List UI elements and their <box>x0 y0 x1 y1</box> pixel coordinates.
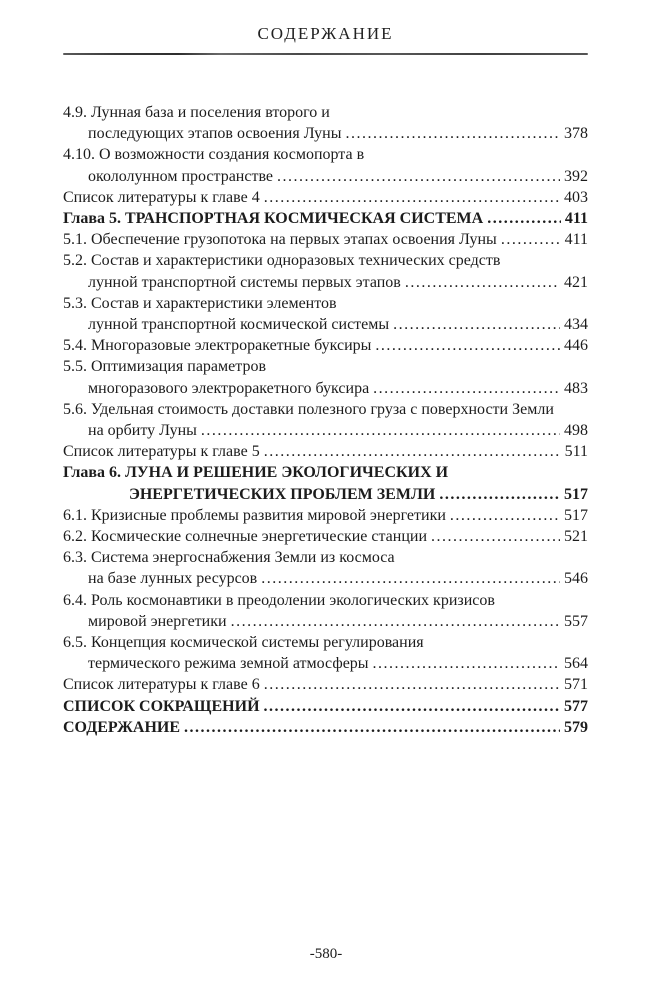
toc-entry-text: 6.2. Космические солнечные энергетические станции <box>63 528 428 546</box>
toc-line <box>63 611 588 632</box>
dot-leader <box>261 568 560 589</box>
dot-leader <box>375 335 560 356</box>
toc-page-number: 411 <box>564 231 588 249</box>
toc-entry-text: многоразового электроракетного буксира <box>88 379 370 397</box>
toc-entry-text: Список литературы к главе 4 <box>63 188 260 206</box>
toc-entry <box>63 505 588 526</box>
toc-entry-text: 5.6. Удельная стоимость доставки полезного груза с поверхности Земли <box>63 400 554 418</box>
toc-entry-text: ЭНЕРГЕТИЧЕСКИХ ПРОБЛЕМ ЗЕМЛИ <box>129 485 436 503</box>
header-rule <box>63 53 588 55</box>
toc-entry-text: лунной транспортной космической системы <box>88 316 390 334</box>
toc-page-number: 517 <box>564 506 588 524</box>
toc-page-number: 517 <box>564 485 588 503</box>
toc-entry <box>63 462 588 504</box>
toc-entry-text: 5.2. Состав и характеристики одноразовых технических средств <box>63 252 501 270</box>
toc-page-number: 378 <box>564 125 588 143</box>
toc-entry <box>63 229 588 250</box>
dot-leader <box>264 441 561 462</box>
toc-entry <box>63 717 588 738</box>
toc-page-number: 403 <box>564 188 588 206</box>
toc-page-number: 511 <box>564 443 588 461</box>
dot-leader <box>431 526 560 547</box>
footer-page-number: -580- <box>309 946 343 962</box>
toc-line <box>63 526 588 547</box>
toc-line <box>63 208 588 229</box>
toc-line <box>63 590 588 611</box>
dot-leader <box>373 653 560 674</box>
toc-page-number: 571 <box>564 676 588 694</box>
dot-leader <box>264 674 560 695</box>
toc-entry <box>63 356 588 398</box>
header-title: СОДЕРЖАНИЕ <box>257 24 394 43</box>
toc-entry-text: 5.3. Состав и характеристики элементов <box>63 294 337 312</box>
toc-line <box>63 674 588 695</box>
toc-line <box>63 335 588 356</box>
toc-entry-text: 4.9. Лунная база и поселения второго и <box>63 104 330 121</box>
toc-line <box>63 378 588 399</box>
toc-entry <box>63 590 588 632</box>
toc-entry <box>63 696 588 717</box>
toc-page-number: 421 <box>564 273 588 291</box>
toc-page-number: 411 <box>564 210 588 228</box>
toc-line <box>63 632 588 653</box>
toc-page-number: 557 <box>564 612 588 630</box>
toc-entry-text: 5.4. Многоразовые электроракетные буксиры <box>63 337 372 355</box>
toc-entry-text: последующих этапов освоения Луны <box>88 125 342 143</box>
toc-entry <box>63 441 588 462</box>
toc-line <box>63 547 588 568</box>
dot-leader <box>373 378 560 399</box>
toc-entry <box>63 187 588 208</box>
toc-entry-text: мировой энергетики <box>88 612 227 630</box>
toc-line <box>63 144 588 165</box>
toc-line <box>63 696 588 717</box>
toc-line <box>63 166 588 187</box>
toc-entry-text: 6.3. Система энергоснабжения Земли из космоса <box>63 549 395 567</box>
toc-entry-text: Глава 5. ТРАНСПОРТНАЯ КОСМИЧЕСКАЯ СИСТЕМА <box>63 210 484 228</box>
toc-page-number: 577 <box>564 697 588 715</box>
toc-line <box>63 653 588 674</box>
toc-line <box>63 420 588 441</box>
toc-line <box>63 102 588 123</box>
toc-entry-text: 5.1. Обеспечение грузопотока на первых этапах освоения Луны <box>63 231 497 249</box>
dot-leader <box>501 229 561 250</box>
dot-leader <box>201 420 560 441</box>
toc-page-number: 392 <box>564 167 588 185</box>
toc-entry-text: на орбиту Луны <box>88 422 197 440</box>
toc-entry-text: термического режима земной атмосферы <box>88 655 369 673</box>
toc-entry-text: на базе лунных ресурсов <box>88 570 258 588</box>
toc-entry-text: 6.1. Кризисные проблемы развития мировой энергетики <box>63 506 446 524</box>
toc-line <box>63 484 588 505</box>
toc-list <box>63 102 588 738</box>
toc-page-number: 446 <box>564 337 588 355</box>
toc-line <box>63 250 588 271</box>
toc-line <box>63 462 588 483</box>
toc-line <box>63 505 588 526</box>
dot-leader <box>264 696 560 717</box>
dot-leader <box>264 187 560 208</box>
toc-entry <box>63 208 588 229</box>
toc-entry <box>63 293 588 335</box>
toc-entry-text: Глава 6. ЛУНА И РЕШЕНИЕ ЭКОЛОГИЧЕСКИХ И <box>63 464 449 482</box>
toc-entry-text: 6.5. Концепция космической системы регулирования <box>63 634 424 652</box>
dot-leader <box>450 505 560 526</box>
toc-line <box>63 399 588 420</box>
toc-entry <box>63 399 588 441</box>
toc-entry-text: 5.5. Оптимизация параметров <box>63 358 266 376</box>
toc-entry-text: СОДЕРЖАНИЕ <box>63 718 181 736</box>
toc-entry-text: Список литературы к главе 6 <box>63 676 260 694</box>
toc-line <box>63 314 588 335</box>
toc-line <box>63 293 588 314</box>
toc-line <box>63 272 588 293</box>
toc-page-number: 564 <box>564 655 588 673</box>
toc-entry <box>63 102 588 144</box>
dot-leader <box>405 272 560 293</box>
toc-entry <box>63 526 588 547</box>
toc-entry-text: лунной транспортной системы первых этапов <box>88 273 401 291</box>
toc-line <box>63 229 588 250</box>
toc-entry <box>63 144 588 186</box>
toc-entry-text: СПИСОК СОКРАЩЕНИЙ <box>63 697 260 715</box>
toc-line <box>63 187 588 208</box>
dot-leader <box>277 166 560 187</box>
toc-line <box>63 123 588 144</box>
toc-entry-text: 6.4. Роль космонавтики в преодолении экологических кризисов <box>63 591 495 609</box>
toc-line <box>63 717 588 738</box>
toc-entry-text: окололунном пространстве <box>88 167 274 185</box>
toc-page-number: 546 <box>564 570 588 588</box>
dot-leader <box>345 123 560 144</box>
toc-line <box>63 568 588 589</box>
page-header <box>63 24 588 55</box>
toc-entry <box>63 547 588 589</box>
toc-page-number: 434 <box>564 316 588 334</box>
toc-entry <box>63 674 588 695</box>
toc-entry <box>63 632 588 674</box>
toc-entry-text: Список литературы к главе 5 <box>63 443 260 461</box>
toc-line <box>63 441 588 462</box>
toc-entry <box>63 335 588 356</box>
toc-page-number: 483 <box>564 379 588 397</box>
toc-page-number: 521 <box>564 528 588 546</box>
toc-page-number: 579 <box>564 718 588 736</box>
toc-page-number: 498 <box>564 422 588 440</box>
dot-leader <box>184 717 560 738</box>
dot-leader <box>487 208 561 229</box>
toc-line <box>63 356 588 377</box>
dot-leader <box>439 484 560 505</box>
toc-entry-text: 4.10. О возможности создания космопорта в <box>63 146 365 164</box>
dot-leader <box>231 611 560 632</box>
toc-entry <box>63 250 588 292</box>
dot-leader <box>393 314 560 335</box>
